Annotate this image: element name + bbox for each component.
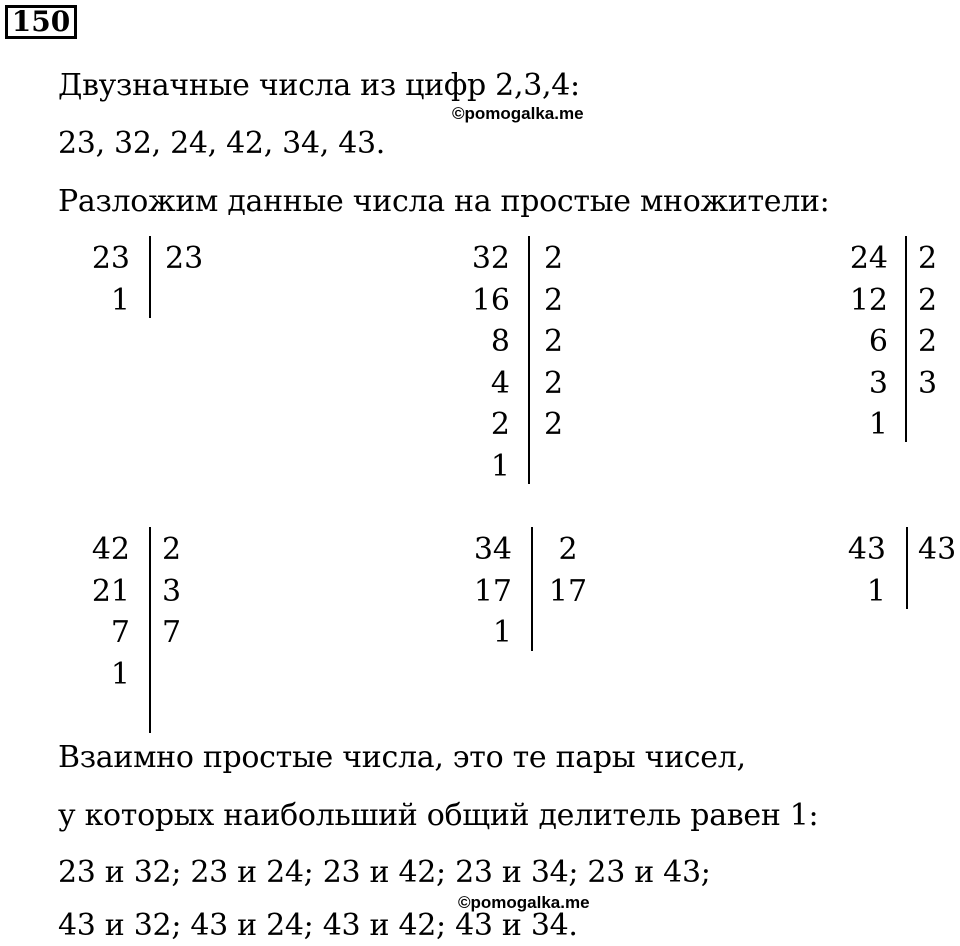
dividend: 1 — [110, 282, 130, 318]
dividend: 43 — [847, 532, 886, 567]
divisor: 2 — [544, 241, 564, 276]
numbers-list: 23, 32, 24, 42, 34, 43. — [58, 126, 386, 161]
dividend: 1 — [490, 448, 510, 484]
dividend: 42 — [91, 532, 130, 567]
intro-text: Двузначные числа из цифр 2,3,4: — [58, 68, 580, 103]
divisor: 3 — [918, 365, 938, 401]
dividend: 1 — [492, 615, 512, 650]
dividend: 8 — [490, 324, 510, 359]
watermark-top: ©pomogalka.me — [452, 104, 584, 123]
divisor: 3 — [162, 573, 182, 609]
divisors-column — [918, 529, 956, 571]
divider-line — [149, 236, 151, 318]
coprime-pairs-1: 23 и 32; 23 и 24; 23 и 42; 23 и 34; 23 и 43; — [58, 855, 711, 890]
dividend: 1 — [110, 656, 130, 692]
divisor: 2 — [918, 324, 938, 359]
divisors-column — [548, 529, 588, 612]
divisor: 2 — [918, 241, 938, 276]
conclusion-text-2: у которых наибольший общий делитель равен 1: — [58, 798, 819, 833]
divisor: 23 — [165, 241, 204, 276]
dividend: 23 — [91, 241, 130, 276]
divisor: 2 — [544, 282, 564, 318]
divider-line — [149, 527, 151, 733]
dividend: 2 — [490, 407, 510, 442]
dividends-column — [60, 238, 130, 321]
divisor: 43 — [918, 532, 957, 567]
dividends-column — [60, 529, 130, 695]
divisor: 17 — [548, 573, 588, 609]
divider-line — [528, 236, 530, 484]
divisor: 2 — [918, 282, 938, 318]
divisor: 2 — [162, 532, 182, 567]
dividend: 7 — [110, 615, 130, 650]
watermark-bottom: ©pomogalka.me — [458, 893, 590, 912]
divisor: 2 — [558, 532, 578, 567]
divisor: 7 — [162, 615, 182, 650]
dividend: 16 — [471, 282, 510, 318]
dividend: 1 — [866, 573, 886, 609]
problem-number: 150 — [5, 5, 77, 39]
dividend: 6 — [868, 324, 888, 359]
divisor: 2 — [544, 407, 564, 442]
divider-line — [906, 527, 908, 609]
dividends-column — [818, 238, 888, 446]
dividends-column — [440, 238, 510, 487]
dividend: 4 — [490, 365, 510, 401]
divider-line — [905, 236, 907, 442]
dividend: 21 — [91, 573, 130, 609]
divider-line — [531, 527, 533, 651]
divisors-column — [918, 238, 937, 404]
divisors-column — [165, 238, 203, 280]
dividend: 24 — [849, 241, 888, 276]
coprime-pairs-2: 43 и 32; 43 и 24; 43 и 42; 43 и 34. — [58, 908, 578, 943]
divisors-column — [162, 529, 181, 654]
factor-intro-text: Разложим данные числа на простые множители: — [58, 184, 830, 219]
dividend: 34 — [473, 532, 512, 567]
dividend: 1 — [868, 407, 888, 442]
dividend: 12 — [849, 282, 888, 318]
dividends-column — [442, 529, 512, 654]
conclusion-text-1: Взаимно простые числа, это те пары чисел, — [58, 740, 746, 775]
dividend: 32 — [471, 241, 510, 276]
divisor: 2 — [544, 324, 564, 359]
divisor: 2 — [544, 365, 564, 401]
divisors-column — [544, 238, 563, 446]
dividends-column — [816, 529, 886, 612]
dividend: 17 — [473, 573, 512, 609]
dividend: 3 — [868, 365, 888, 401]
